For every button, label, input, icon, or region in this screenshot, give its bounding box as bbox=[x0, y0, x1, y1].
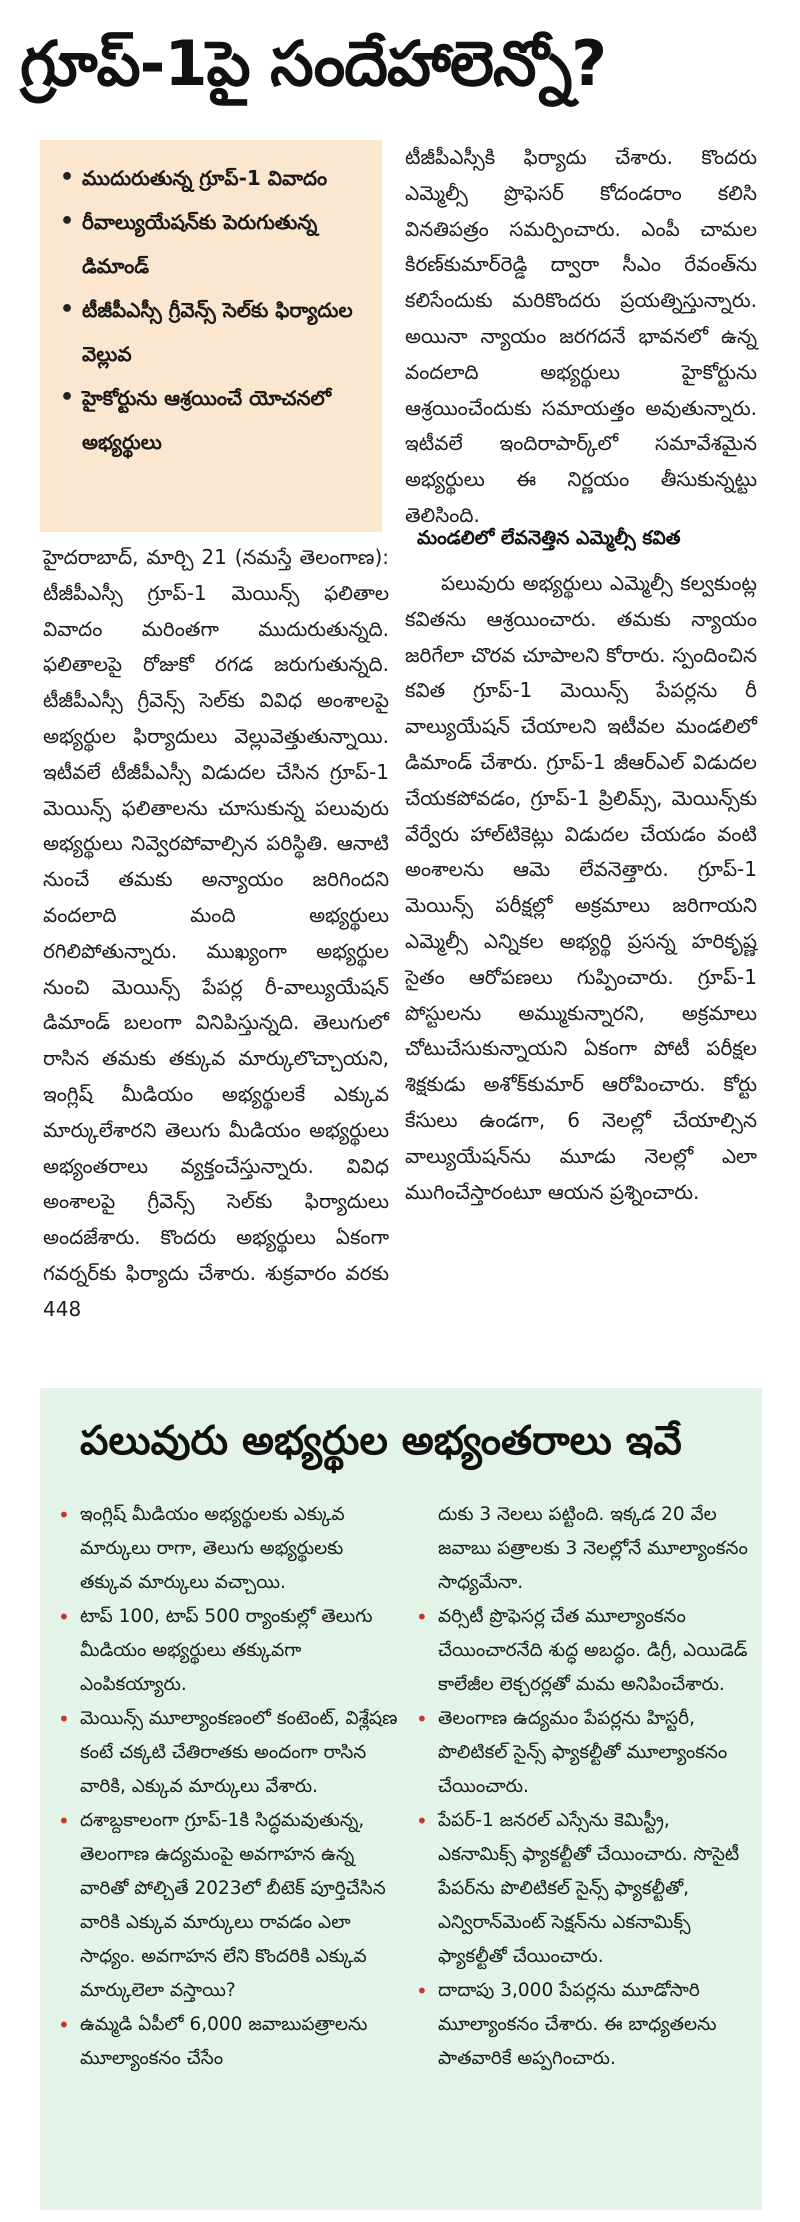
bullet-icon: • bbox=[58, 1605, 70, 1629]
bullet-icon: • bbox=[60, 385, 75, 410]
objection-text: తెలంగాణ ఉద్యమం పేపర్లను హిస్టరీ, పొలిటికల్‌ సైన్స్‌ ఫ్యాకల్టీతో మూల్యాంకనం చేయించారు. bbox=[438, 1708, 728, 1797]
objection-item bbox=[58, 1804, 398, 2008]
bullet-icon: • bbox=[416, 1605, 428, 1629]
bullet-icon: • bbox=[58, 1809, 70, 1833]
highlight-item bbox=[60, 376, 372, 464]
article-column-1 bbox=[43, 540, 389, 1366]
objection-text: దాదాపు 3,000 పేపర్లను మూడోసారి మూల్యాంకనం చేశారు. ఈ బాధ్యతలను పాతవారికే అప్పగించారు. bbox=[438, 1980, 717, 2069]
objection-text: దశాబ్దకాలంగా గ్రూప్‌-1కి సిద్ధమవుతున్న, తెలంగాణ ఉద్యమంపై అవగాహన ఉన్న వారితో పోల్చితే 2023లో బీటెక్‌ పూర్తిచేసిన వారికి ఎక్కువ మార్కులు రావడం ఎలా సాధ్యం. అవగాహన లేని కొందరికి ఎక్కువ మార్కులెలా వస్తాయి? bbox=[80, 1810, 386, 2001]
bullet-icon: • bbox=[60, 165, 75, 190]
objection-text: ఇంగ్లిష్‌ మీడియం అభ్యర్థులకు ఎక్కువ మార్కులు రాగా, తెలుగు అభ్యర్థులకు తక్కువ మార్కులు వచ్చాయి. bbox=[80, 1504, 345, 1593]
objection-text: ఉమ్మడి ఏపీలో 6,000 జవాబుపత్రాలను మూల్యాంకనం చేసేం bbox=[80, 2014, 368, 2069]
objection-item bbox=[58, 2008, 398, 2076]
objection-continuation: దుకు 3 నెలలు పట్టింది. ఇక్కడ 20 వేల జవాబు పత్రాలకు 3 నెలల్లోనే మూల్యాంకనం సాధ్యమేనా. bbox=[438, 1504, 748, 1593]
objection-item bbox=[416, 1702, 748, 1804]
highlight-item bbox=[60, 288, 372, 376]
bullet-icon: • bbox=[58, 1503, 70, 1527]
bullet-icon: • bbox=[416, 1707, 428, 1731]
objection-item bbox=[58, 1498, 398, 1600]
objection-item bbox=[416, 1600, 748, 1702]
highlight-text: హైకోర్టును ఆశ్రయించే యోచనలో అభ్యర్థులు bbox=[82, 386, 332, 454]
objection-item bbox=[58, 1702, 398, 1804]
bullet-icon: • bbox=[60, 209, 75, 234]
article-paragraph: హైదరాబాద్‌, మార్చి 21 (నమస్తే తెలంగాణ): టీజీపీఎస్సీ గ్రూప్‌-1 మెయిన్స్‌ ఫలితాల వివాదం మరింతగా ముదురుతున్నది. ఫలితాలపై రోజుకో రగడ జరుగుతున్నది. టీజీపీఎస్సీ గ్రీవెన్స్‌ సెల్‌కు వివిధ అంశాలపై అభ్యర్థుల ఫిర్యాదులు వెల్లువెత్తుతున్నాయి. ఇటీవలే టీజీపీఎస్సీ విడుదల చేసిన గ్రూప్‌-1 మెయిన్స్‌ ఫలితాలను చూసుకున్న పలువురు అభ్యర్థులు నివ్వెరపోవాల్సిన పరిస్థితి. ఆనాటి నుంచే తమకు అన్యాయం జరిగిందని వందలాది మంది అభ్యర్థులు రగిలిపోతున్నారు. ముఖ్యంగా అభ్యర్థుల నుంచి మెయిన్స్‌ పేపర్ల రీ-వాల్యుయేషన్‌ డిమాండ్‌ బలంగా వినిపిస్తున్నది. తెలుగులో రాసిన తమకు తక్కువ మార్కులొచ్చాయని, ఇంగ్లిష్‌ మీడియం అభ్యర్థులకే ఎక్కువ మార్కులేశారని తెలుగు మీడియం అభ్యర్థులు అభ్యంతరాలు వ్యక్తంచేస్తున్నారు. వివిధ అంశాలపై గ్రీవెన్స్‌ సెల్‌కు ఫిర్యాదులు అందజేశారు. కొందరు అభ్యర్థులు ఏకంగా గవర్నర్‌కు ఫిర్యాదు చేశారు. శుక్రవారం వరకు 448 bbox=[43, 545, 389, 1321]
objection-text: వర్సిటీ ప్రొఫెసర్ల చేత మూల్యాంకనం చేయించారనేది శుద్ధ అబద్ధం. డిగ్రీ, ఎయిడెడ్‌ కాలేజీల లెక్చరర్లతో మమ అనిపించేశారు. bbox=[438, 1606, 748, 1695]
article-paragraph: పలువురు అభ్యర్థులు ఎమ్మెల్సీ కల్వకుంట్ల కవితను ఆశ్రయించారు. తమకు న్యాయం జరిగేలా చొరవ చూపాలని కోరారు. స్పందించిన కవిత గ్రూప్‌-1 మెయిన్స్‌ పేపర్లను రీ వాల్యుయేషన్‌ చేయాలని ఇటీవల మండలిలో డిమాండ్‌ చేశారు. గ్రూప్‌-1 జీఆర్‌ఎల్‌ విడుదల చేయకపోవడం, గ్రూప్‌-1 ప్రిలిమ్స్‌, మెయిన్స్‌కు వేర్వేరు హాల్‌టికెట్లు విడుదల చేయడం వంటి అంశాలను ఆమె లేవనెత్తారు. గ్రూప్‌-1 మెయిన్స్‌ పరీక్షల్లో అక్రమాలు జరిగాయని ఎమ్మెల్సీ ఎన్నికల అభ్యర్థి ప్రసన్న హరికృష్ణ సైతం ఆరోపణలు గుప్పించారు. గ్రూప్‌-1 పోస్టులను అమ్ముకున్నారని, అక్రమాలు చోటుచేసుకున్నాయని ఏకంగా పోటీ పరీక్షల శిక్షకుడు అశోక్‌కుమార్‌ ఆరోపించారు. కోర్టు కేసులు ఉండగా, 6 నెలల్లో చేయాల్సిన వాల్యుయేషన్‌ను మూడు నెలల్లో ఎలా ముగించేస్తారంటూ ఆయన ప్రశ్నించారు. bbox=[405, 571, 757, 1204]
objection-item bbox=[416, 1974, 748, 2076]
highlight-text: ముదురుతున్న గ్రూప్‌-1 వివాదం bbox=[82, 166, 328, 190]
article-subheading: మండలిలో లేవనెత్తిన ఎమ్మెల్సీ కవిత bbox=[417, 527, 681, 549]
objections-list-left bbox=[58, 1498, 398, 2076]
headline: గ్రూప్‌-1పై సందేహాలెన్నో? bbox=[20, 27, 607, 100]
objections-box bbox=[40, 1388, 762, 2210]
bullet-icon: • bbox=[416, 1809, 428, 1833]
highlight-text: రీవాల్యుయేషన్‌కు పెరుగుతున్న డిమాండ్‌ bbox=[82, 210, 318, 278]
bullet-icon: • bbox=[416, 1979, 428, 2003]
objection-text: పేపర్‌-1 జనరల్‌ ఎస్సేను కెమిస్ట్రీ, ఎకనామిక్స్‌ ఫ్యాకల్టీతో చేయించారు. సొసైటీ పేపర్‌ను పొలిటికల్‌ సైన్స్‌ ఫ్యాకల్టీతో, ఎన్విరాన్‌మెంట్‌ సెక్షన్‌ను ఎకనామిక్స్‌ ఫ్యాకల్టీతో చేయించారు. bbox=[438, 1810, 740, 1967]
article-paragraph: టీజీపీఎస్సీకి ఫిర్యాదు చేశారు. కొందరు ఎమ్మెల్సీ ప్రొఫెసర్‌ కోదండరాం కలిసి వినతిపత్రం సమర్పించారు. ఎంపీ చామల కిరణ్‌కుమార్‌రెడ్డి ద్వారా సీఎం రేవంత్‌ను కలిసేందుకు మరికొందరు ప్రయత్నిస్తున్నారు. అయినా న్యాయం జరగదనే భావనలో ఉన్న వందలాది అభ్యర్థులు హైకోర్టును ఆశ్రయించేందుకు సమాయత్తం అవుతున్నారు. ఇటీవలే ఇందిరాపార్క్‌లో సమావేశమైన అభ్యర్థులు ఈ నిర్ణయం తీసుకున్నట్టు తెలిసింది. bbox=[405, 145, 757, 527]
highlight-text: టీజీపీఎస్సీ గ్రీవెన్స్‌ సెల్‌కు ఫిర్యాదుల వెల్లువ bbox=[82, 298, 353, 366]
objection-text: టాప్‌ 100, టాప్‌ 500 ర్యాంకుల్లో తెలుగు మీడియం అభ్యర్థులు తక్కువగా ఎంపికయ్యారు. bbox=[80, 1606, 373, 1695]
objections-title: పలువురు అభ్యర్థుల అభ్యంతరాలు ఇవే bbox=[80, 1418, 682, 1464]
bullet-icon: • bbox=[58, 2013, 70, 2037]
highlights-box bbox=[40, 140, 382, 532]
objection-text: మెయిన్స్‌ మూల్యాంకణంలో కంటెంట్‌, విశ్లేషణ కంటే చక్కటి చేతిరాతకు అందంగా రాసిన వారికి, ఎక్కువ మార్కులు వేశారు. bbox=[80, 1708, 398, 1797]
objections-list-right bbox=[416, 1498, 748, 2076]
highlight-item bbox=[60, 156, 372, 200]
bullet-icon: • bbox=[60, 297, 75, 322]
bullet-icon: • bbox=[58, 1707, 70, 1731]
highlight-item bbox=[60, 200, 372, 288]
article-column-2 bbox=[405, 140, 757, 1365]
objection-item bbox=[58, 1600, 398, 1702]
objection-item bbox=[416, 1804, 748, 1974]
